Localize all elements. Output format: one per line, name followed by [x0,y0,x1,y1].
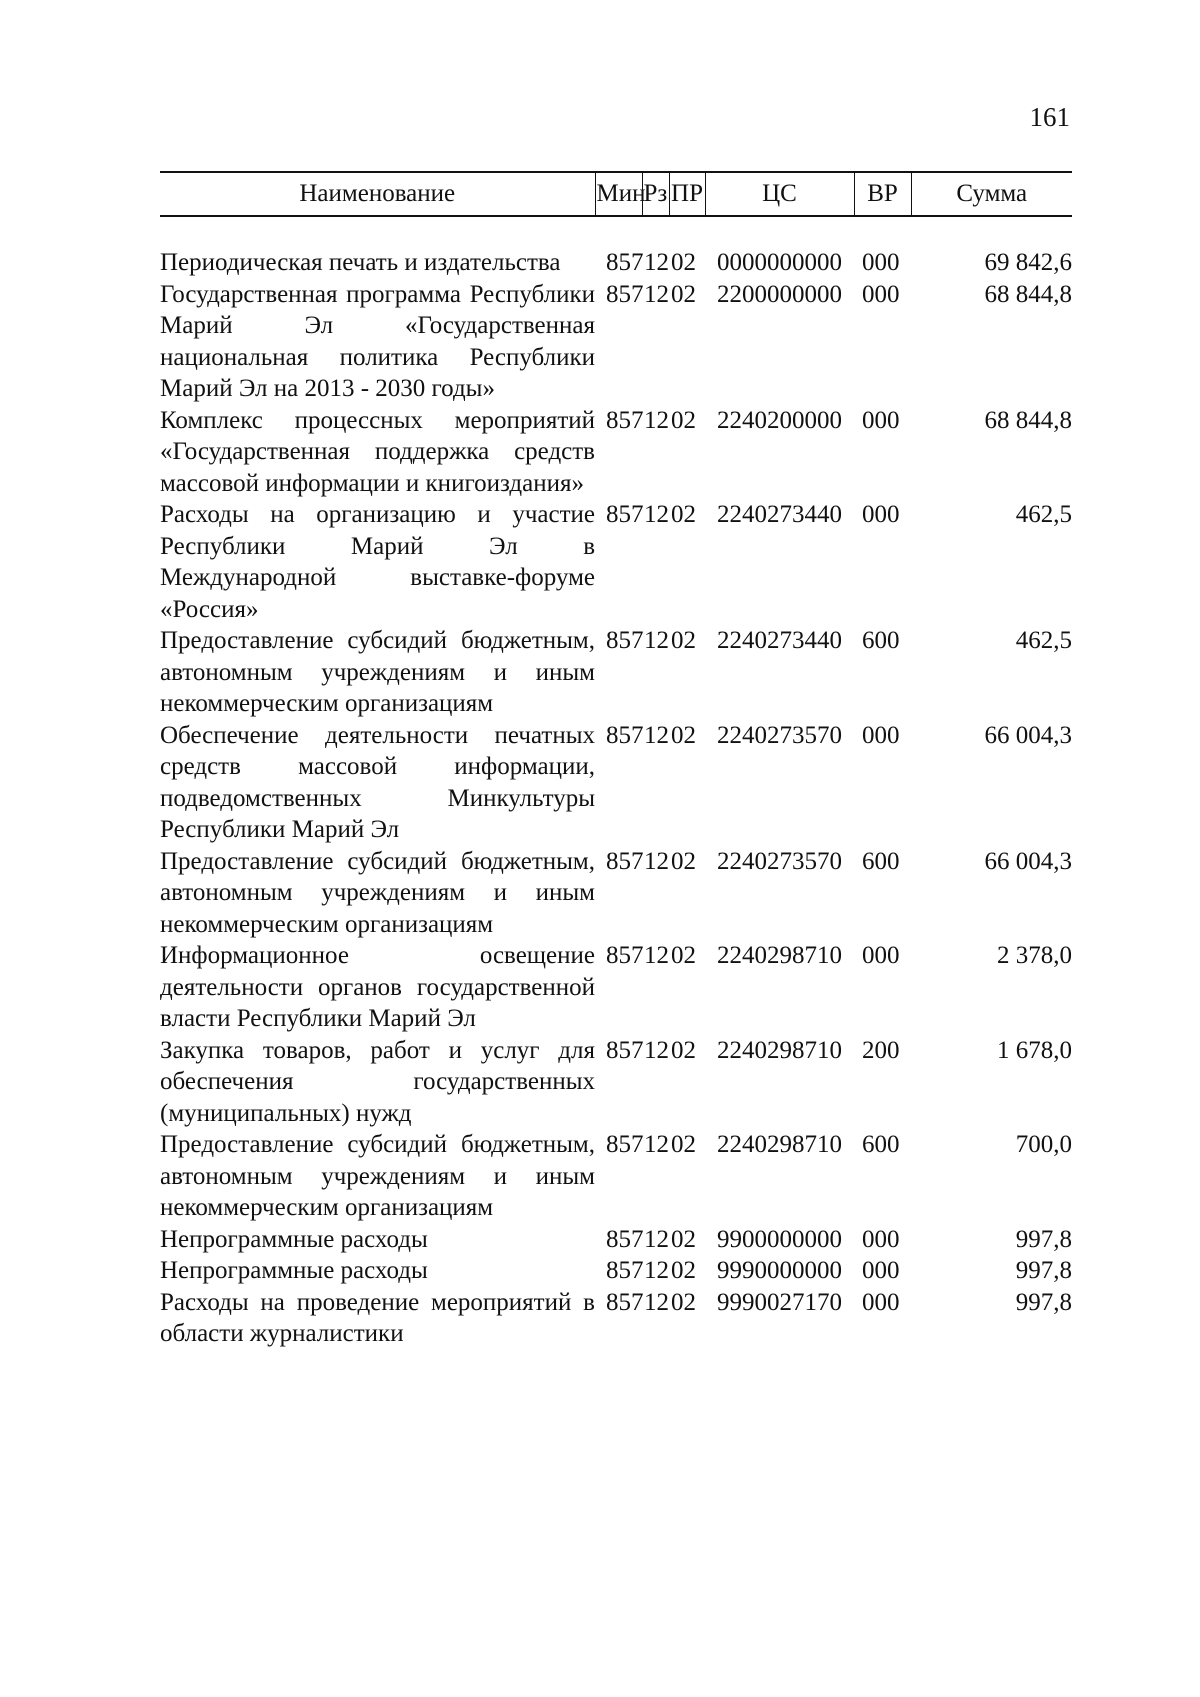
row-vr: 000 [862,942,900,969]
row-sum: 997,8 [1015,1288,1072,1316]
row-sum: 997,8 [1015,1225,1072,1253]
table-row [160,279,1072,405]
row-vr: 000 [862,501,900,528]
table-row [160,247,1072,279]
table-row [160,1224,1072,1256]
row-name: Предоставление субсидий бюджетным, автономным учреждениям и иным некоммерческим организациям [160,627,595,717]
row-name: Информационное освещение деятельности органов государственной власти Республики Марий Эл [160,942,595,1032]
budget-table-container [160,171,1072,1350]
row-rz: 12 [644,721,669,749]
row-cs: 0000000000 [717,249,842,276]
header-vr: ВР [854,172,911,216]
row-min: 857 [606,627,644,654]
header-cs: ЦС [705,172,854,216]
row-min: 857 [606,406,644,434]
row-name: Закупка товаров, работ и услуг для обеспечения государственных (муниципальных) нужд [160,1036,595,1127]
table-row [160,1287,1072,1350]
row-sum: 700,0 [1015,1131,1072,1158]
row-name: Предоставление субсидий бюджетным, автономным учреждениям и иным некоммерческим организациям [160,1131,595,1221]
row-vr: 200 [862,1036,900,1064]
row-vr: 600 [862,627,900,654]
row-vr: 000 [862,249,900,276]
row-pr: 02 [671,847,696,875]
table-row [160,499,1072,625]
row-sum: 462,5 [1015,501,1072,528]
row-name: Обеспечение деятельности печатных средств массовой информации, подведомственных Минкультуры Республики Марий Эл [160,721,595,843]
row-rz: 12 [644,942,669,969]
row-rz: 12 [644,847,669,875]
row-cs: 9990027170 [717,1288,842,1316]
table-row [160,1129,1072,1224]
page-number: 161 [1029,102,1070,132]
row-pr: 02 [671,1257,696,1284]
row-rz: 12 [644,1036,669,1064]
row-min: 857 [606,942,644,969]
row-pr: 02 [671,721,696,749]
table-row [160,720,1072,846]
row-cs: 9990000000 [717,1257,842,1284]
row-sum: 2 378,0 [997,942,1072,969]
table-row [160,625,1072,720]
row-name: Комплекс процессных мероприятий «Государственная поддержка средств массовой информации и книгоиздания» [160,406,595,497]
row-name: Периодическая печать и издательства [160,249,561,276]
table-row [160,405,1072,500]
row-min: 857 [606,1036,644,1064]
header-min: Мин [595,172,642,216]
row-min: 857 [606,847,644,875]
row-name: Предоставление субсидий бюджетным, автономным учреждениям и иным некоммерческим организациям [160,847,595,938]
row-pr: 02 [671,1225,696,1253]
row-min: 857 [606,1288,644,1316]
row-rz: 12 [644,501,669,528]
row-rz: 12 [644,627,669,654]
row-sum: 66 004,3 [984,847,1072,875]
row-vr: 600 [862,1131,900,1158]
row-cs: 2240298710 [717,942,842,969]
row-cs: 2240273440 [717,501,842,528]
row-name: Расходы на проведение мероприятий в области журналистики [160,1288,595,1347]
row-cs: 2240298710 [717,1131,842,1158]
row-rz: 12 [644,249,669,276]
row-name: Непрограммные расходы [160,1225,428,1253]
table-header [160,172,1072,216]
header-pr: ПР [669,172,705,216]
row-sum: 69 842,6 [984,249,1072,276]
row-vr: 000 [862,406,900,434]
row-min: 857 [606,501,644,528]
header-name: Наименование [160,172,595,216]
row-rz: 12 [644,1257,669,1284]
row-sum: 68 844,8 [984,406,1072,434]
header-rz: Рз [642,172,669,216]
row-pr: 02 [671,1036,696,1064]
row-pr: 02 [671,249,696,276]
row-cs: 2240298710 [717,1036,842,1064]
budget-table [160,171,1072,1350]
row-cs: 2240273440 [717,627,842,654]
row-vr: 000 [862,280,900,308]
row-name: Непрограммные расходы [160,1257,428,1284]
row-min: 857 [606,1257,644,1284]
row-sum: 462,5 [1015,627,1072,654]
row-rz: 12 [644,1131,669,1158]
row-cs: 2240273570 [717,721,842,749]
row-cs: 2240273570 [717,847,842,875]
row-pr: 02 [671,1131,696,1158]
table-row [160,846,1072,941]
row-sum: 997,8 [1015,1257,1072,1284]
row-cs: 2200000000 [717,280,842,308]
table-body [160,216,1072,1350]
row-min: 857 [606,249,644,276]
row-vr: 000 [862,1225,900,1253]
row-sum: 68 844,8 [984,280,1072,308]
row-rz: 12 [644,406,669,434]
row-pr: 02 [671,1288,696,1316]
table-row [160,940,1072,1035]
row-vr: 000 [862,1288,900,1316]
row-min: 857 [606,280,644,308]
header-sum: Сумма [911,172,1072,216]
row-rz: 12 [644,1225,669,1253]
row-sum: 1 678,0 [997,1036,1072,1064]
table-row [160,1255,1072,1287]
row-cs: 2240200000 [717,406,842,434]
row-name: Расходы на организацию и участие Республики Марий Эл в Международной выставке-форуме «Россия» [160,501,595,623]
row-min: 857 [606,721,644,749]
row-min: 857 [606,1131,644,1158]
row-cs: 9900000000 [717,1225,842,1253]
row-vr: 600 [862,847,900,875]
row-rz: 12 [644,280,669,308]
row-min: 857 [606,1225,644,1253]
row-vr: 000 [862,721,900,749]
row-name: Государственная программа Республики Марий Эл «Государственная национальная политика Республики Марий Эл на 2013 - 2030 годы» [160,280,595,402]
row-pr: 02 [671,942,696,969]
row-vr: 000 [862,1257,900,1284]
table-row [160,1035,1072,1130]
row-rz: 12 [644,1288,669,1316]
row-pr: 02 [671,501,696,528]
row-pr: 02 [671,406,696,434]
row-pr: 02 [671,627,696,654]
row-sum: 66 004,3 [984,721,1072,749]
row-pr: 02 [671,280,696,308]
